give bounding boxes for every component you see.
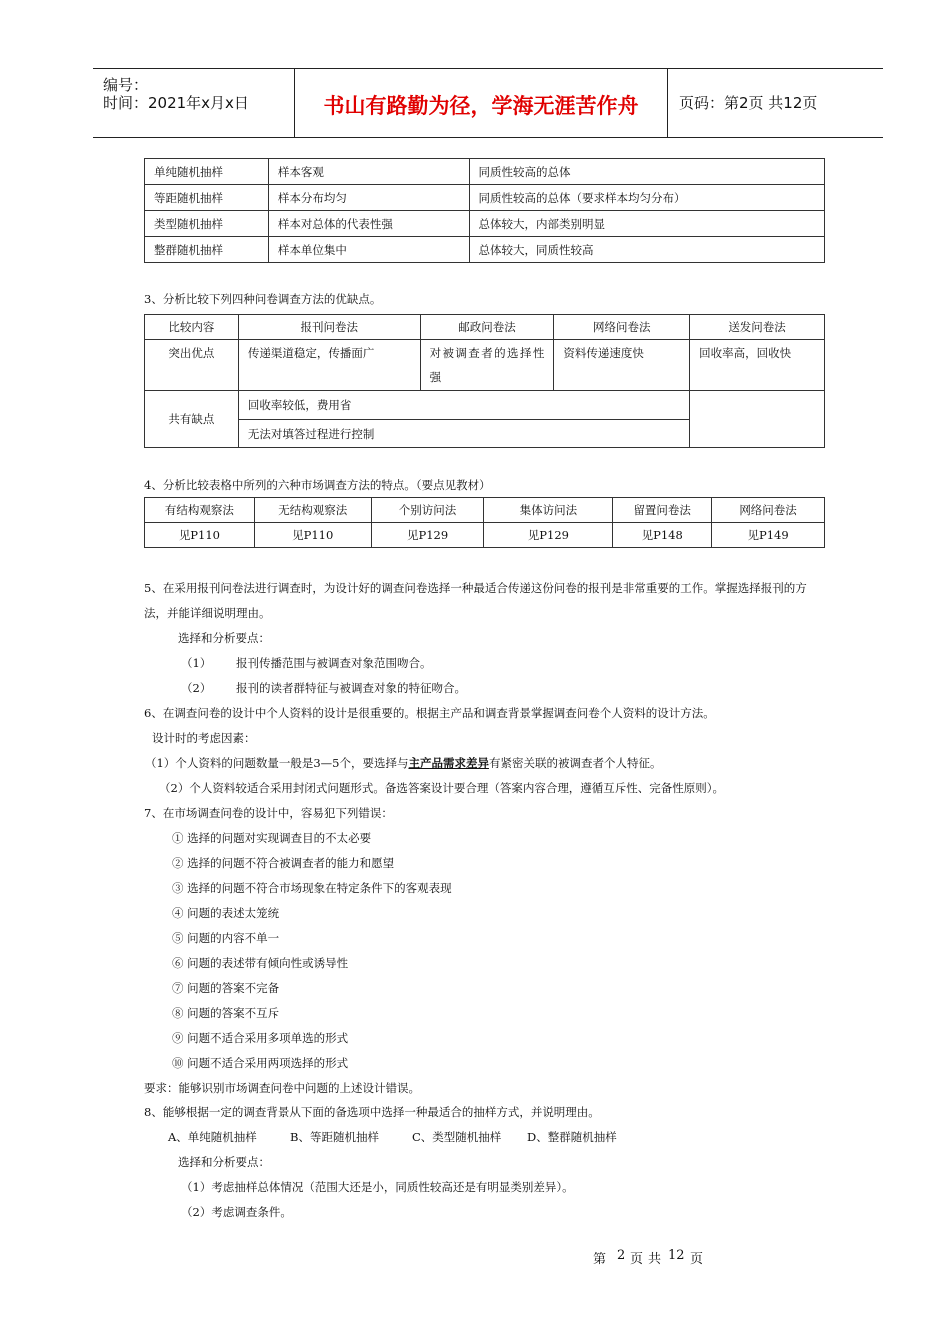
q6-factor1 [145,755,661,771]
table-row [145,185,825,211]
survey-methods-table [144,497,825,548]
table-header-cell: 比较内容 [145,315,239,340]
footer-total-pages: 12 [668,1248,685,1263]
table-header-cell: 无结构观察法 [254,498,371,523]
table-cell: 样本对总体的代表性强 [268,211,469,237]
list-item: ⑨ 问题不适合采用多项单选的形式 [172,1031,349,1045]
q8-option-a: A、单纯随机抽样 [168,1130,257,1144]
table-header-cell: 个别访问法 [371,498,484,523]
q8-point1: （1）考虑抽样总体情况（范围大还是小，同质性较高还是有明显类别差异）。 [181,1180,574,1194]
q5-point1: 报刊传播范围与被调查对象范围吻合。 [236,656,432,670]
table-row [145,391,825,420]
table-cell: 回收率高，回收快 [690,340,825,391]
q5-point2-number: （2） [181,681,212,695]
table-cell: 传递渠道稳定，传播面广 [238,340,420,391]
q6-factors-label: 设计时的考虑因素： [152,731,256,745]
q6-factor2: （2）个人资料较适合采用封闭式问题形式。备选答案设计要合理（答案内容合理，遵循互斥性、完备性原则）。 [159,781,725,795]
time-label: 时间：2021年x月x日 [103,94,249,112]
table-cell: 整群随机抽样 [145,237,269,263]
q6-title: 6、在调查问卷的设计中个人资料的设计是很重要的。根据主产品和调查背景掌握调查问卷个人资料的设计方法。 [144,706,715,720]
table-cell: 见P110 [254,523,371,548]
table-header-cell: 邮政问卷法 [420,315,554,340]
table-row [145,340,825,391]
list-item: ⑥ 问题的表述带有倾向性或诱导性 [172,956,349,970]
list-item: ② 选择的问题不符合被调查者的能力和愿望 [172,856,395,870]
q6-factor1-emphasis: 主产品需求差异 [408,756,489,770]
table-cell: 见P129 [484,523,613,548]
list-item: ⑩ 问题不适合采用两项选择的形式 [172,1056,349,1070]
footer-ye: 页 [630,1252,644,1267]
footer-ye-end: 页 [690,1252,704,1267]
q5-points-label: 选择和分析要点： [178,631,270,645]
list-item: ③ 选择的问题不符合市场现象在特定条件下的客观表现 [172,881,452,895]
table-header-cell: 网络问卷法 [554,315,690,340]
page-header [93,68,883,138]
table-cell: 见P110 [145,523,255,548]
q8-option-d: D、整群随机抽样 [527,1130,617,1144]
table-cell: 资料传递速度快 [554,340,690,391]
footer-page-number: 2 [617,1248,626,1263]
q8-option-b: B、等距随机抽样 [290,1130,379,1144]
table-cell: 样本分布均匀 [268,185,469,211]
table-cell: 对被调查者的选择性强 [420,340,554,391]
q7-requirement: 要求：能够识别市场调查问卷中问题的上述设计错误。 [144,1081,420,1095]
q5-point1-number: （1） [181,656,212,670]
table-cell: 同质性较高的总体 [469,159,824,185]
row-label: 共有缺点 [145,391,239,448]
table-header-cell: 留置问卷法 [613,498,712,523]
table-cell: 样本单位集中 [268,237,469,263]
q3-title: 3、分析比较下列四种问卷调查方法的优缺点。 [144,292,382,306]
table-header-cell: 报刊问卷法 [238,315,420,340]
table-row [145,237,825,263]
table-cell: 见P148 [613,523,712,548]
header-motto-cell [295,69,668,137]
q4-title: 4、分析比较表格中所列的六种市场调查方法的特点。（要点见教材） [144,478,491,492]
list-item: ⑧ 问题的答案不互斥 [172,1006,280,1020]
table-cell: 类型随机抽样 [145,211,269,237]
table-row [145,523,825,548]
q8-title: 8、能够根据一定的调查背景从下面的备选项中选择一种最适合的抽样方式，并说明理由。 [144,1105,600,1119]
table-cell: 无法对填答过程进行控制 [238,420,689,448]
questionnaire-methods-table [144,314,825,448]
serial-label: 编号： [103,76,149,94]
q7-title: 7、在市场调查问卷的设计中，容易犯下列错误： [144,806,393,820]
table-cell: 总体较大，内部类别明显 [469,211,824,237]
table-cell: 回收率较低，费用省 [238,391,689,420]
motto: 书山有路勤为径，学海无涯苦作舟 [323,94,639,118]
table-header-row [145,498,825,523]
header-page-cell [669,69,883,137]
table-header-cell: 网络问卷法 [712,498,825,523]
table-header-cell: 送发问卷法 [690,315,825,340]
q8-points-label: 选择和分析要点： [178,1155,270,1169]
table-header-row [145,315,825,340]
q8-option-c: C、类型随机抽样 [412,1130,502,1144]
q6-factor1-post: 有紧密关联的被调查者个人特征。 [488,756,662,770]
q5-line1: 5、在采用报刊问卷法进行调查时，为设计好的调查问卷选择一种最适合传递这份问卷的报刊是非常重要的工作。掌握选择报刊的方 [144,581,807,595]
q5-line2: 法，并能详细说明理由。 [144,606,271,620]
table-row [145,159,825,185]
q5-point2: 报刊的读者群特征与被调查对象的特征吻合。 [236,681,466,695]
q8-point2: （2）考虑调查条件。 [181,1205,292,1219]
list-item: ⑤ 问题的内容不单一 [172,931,280,945]
table-cell-empty [690,391,825,448]
table-header-cell: 有结构观察法 [145,498,255,523]
table-cell: 等距随机抽样 [145,185,269,211]
list-item: ⑦ 问题的答案不完备 [172,981,280,995]
table-cell: 总体较大，同质性较高 [469,237,824,263]
q6-factor1-pre: （1）个人资料的问题数量一般是3—5个，要选择与 [145,756,409,770]
footer-di: 第 [593,1252,607,1267]
table-header-cell: 集体访问法 [484,498,613,523]
list-item: ④ 问题的表述太笼统 [172,906,280,920]
table-cell: 见P149 [712,523,825,548]
table-row [145,211,825,237]
row-label: 突出优点 [145,340,239,391]
table-cell: 见P129 [371,523,484,548]
table-cell: 样本客观 [268,159,469,185]
sampling-table [144,158,825,263]
table-cell: 同质性较高的总体（要求样本均匀分布） [469,185,824,211]
page-label: 页码：第2页 共12页 [679,94,818,112]
header-info-cell [93,69,295,137]
footer-gong: 共 [648,1252,662,1267]
table-cell: 单纯随机抽样 [145,159,269,185]
list-item: ① 选择的问题对实现调查目的不太必要 [172,831,372,845]
